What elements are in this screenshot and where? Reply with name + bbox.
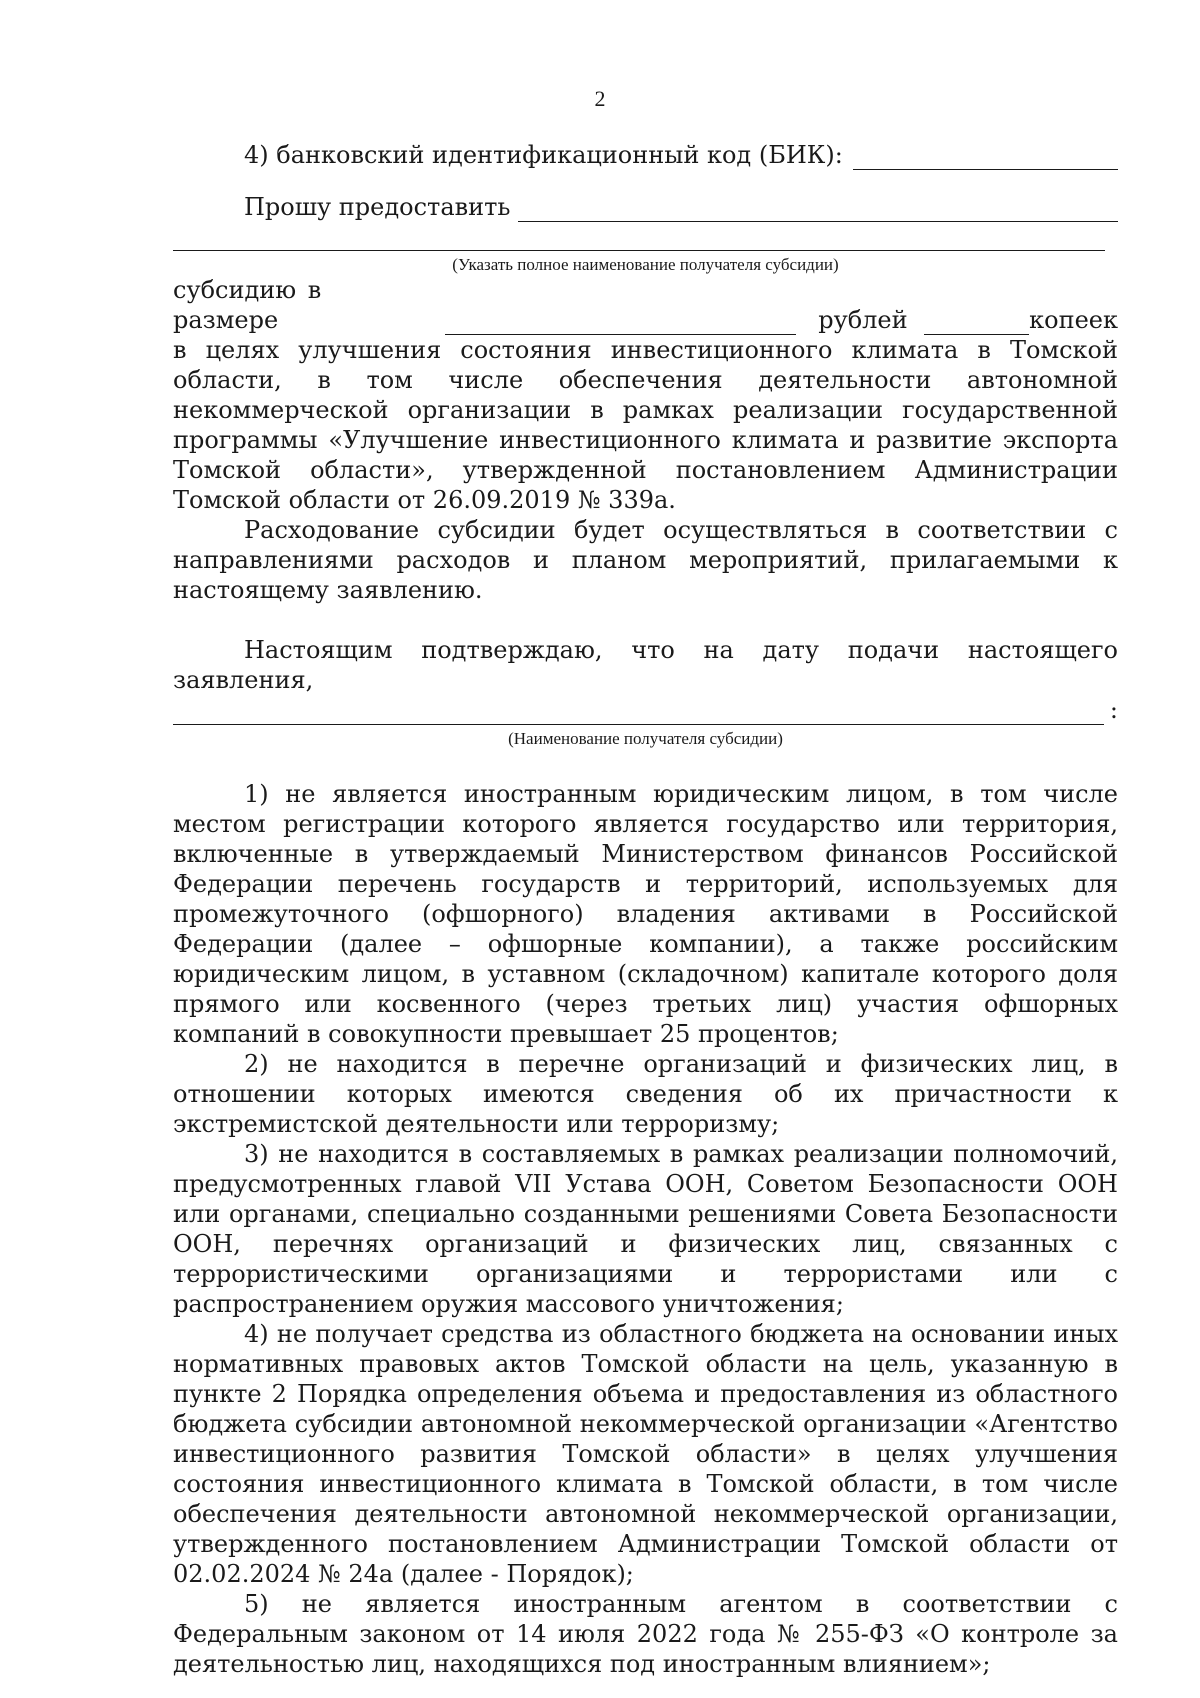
list-item: 2) не находится в перечне организаций и физических лиц, в отношении которых имеются сведения об их причастности к экстремистской деятельности или терроризму; (173, 1050, 1118, 1138)
recipient-name-blank-3[interactable] (173, 700, 1104, 725)
list-item: 3) не находится в составляемых в рамках реализации полномочий, предусмотренных главой VII Устава ООН, Советом Безопасности ООН или органами, специально созданными решениями Совета Безопасности ООН, перечнях организаций и физических лиц, связанных с террористическими организациями и террористами или с распространением оружия массового уничтожения; (173, 1140, 1118, 1318)
recipient-name-blank-2[interactable] (173, 226, 1105, 251)
spending-paragraph: Расходование субсидии будет осуществляться в соответствии с направлениями расходов и планом мероприятий, прилагаемыми к настоящему заявлению. (173, 516, 1118, 604)
recipient-name-blank-1[interactable] (518, 197, 1118, 222)
request-row (173, 192, 1118, 222)
confirm-name-row (173, 695, 1118, 725)
page-number: 2 (594, 86, 606, 111)
caption-full-name: (Указать полное наименование получателя субсидии) (452, 255, 839, 274)
bik-blank[interactable] (853, 145, 1118, 170)
list-item: 1) не является иностранным юридическим лицом, в том числе местом регистрации которого является государство или территория, включенные в утверждаемый Министерством финансов Российской Федерации перечень государств и территорий, используемых для промежуточного (офшорного) владения активами в Российской Федерации (далее – офшорные компании), а также российским юридическим лицом, в уставном (складочном) капитале которого доля прямого или косвенного (через третьих лиц) участия офшорных компаний в совокупности превышает 25 процентов; (173, 780, 1118, 1048)
confirm-line: Настоящим подтверждаю, что на дату подачи настоящего заявления, (173, 636, 1118, 694)
list-item: 5) не является иностранным агентом в соответствии с Федеральным законом от 14 июля 2022 года № 255-ФЗ «О контроле за деятельностью лиц, находящихся под иностранным влиянием»; (173, 1590, 1118, 1678)
rubles-blank[interactable] (445, 310, 796, 335)
kopecks-label: копеек (1029, 306, 1118, 334)
confirm-colon: : (1109, 696, 1118, 724)
bik-label: 4) банковский идентификационный код (БИК): (244, 141, 843, 169)
bik-row (173, 140, 1118, 170)
subsidy-size-prefix: субсидию в размере (173, 276, 322, 334)
subsidy-size-row (173, 275, 1118, 335)
list-item: 4) не получает средства из областного бюджета на основании иных нормативных правовых актов Томской области на цель, указанную в пункте 2 Порядка определения объема и предоставления из областного бюджета субсидии автономной некоммерческой организации «Агентство инвестиционного развития Томской области» в целях улучшения состояния инвестиционного климата в Томской области, в том числе обеспечения деятельности автономной некоммерческой организации, утвержденного постановлением Администрации Томской области от 02.02.2024 № 24а (далее - Порядок); (173, 1320, 1118, 1588)
caption-name: (Наименование получателя субсидии) (508, 729, 783, 748)
rubles-label: рублей (818, 306, 908, 334)
kopecks-blank[interactable] (924, 310, 1030, 335)
document-body (173, 140, 1118, 1679)
request-label: Прошу предоставить (244, 193, 511, 221)
purpose-paragraph: в целях улучшения состояния инвестиционного климата в Томской области, в том числе обеспечения деятельности автономной некоммерческой организации в рамках реализации государственной программы «Улучшение инвестиционного климата и развитие экспорта Томской области», утвержденной постановлением Администрации Томской области от 26.09.2019 № 339а. (173, 336, 1118, 514)
